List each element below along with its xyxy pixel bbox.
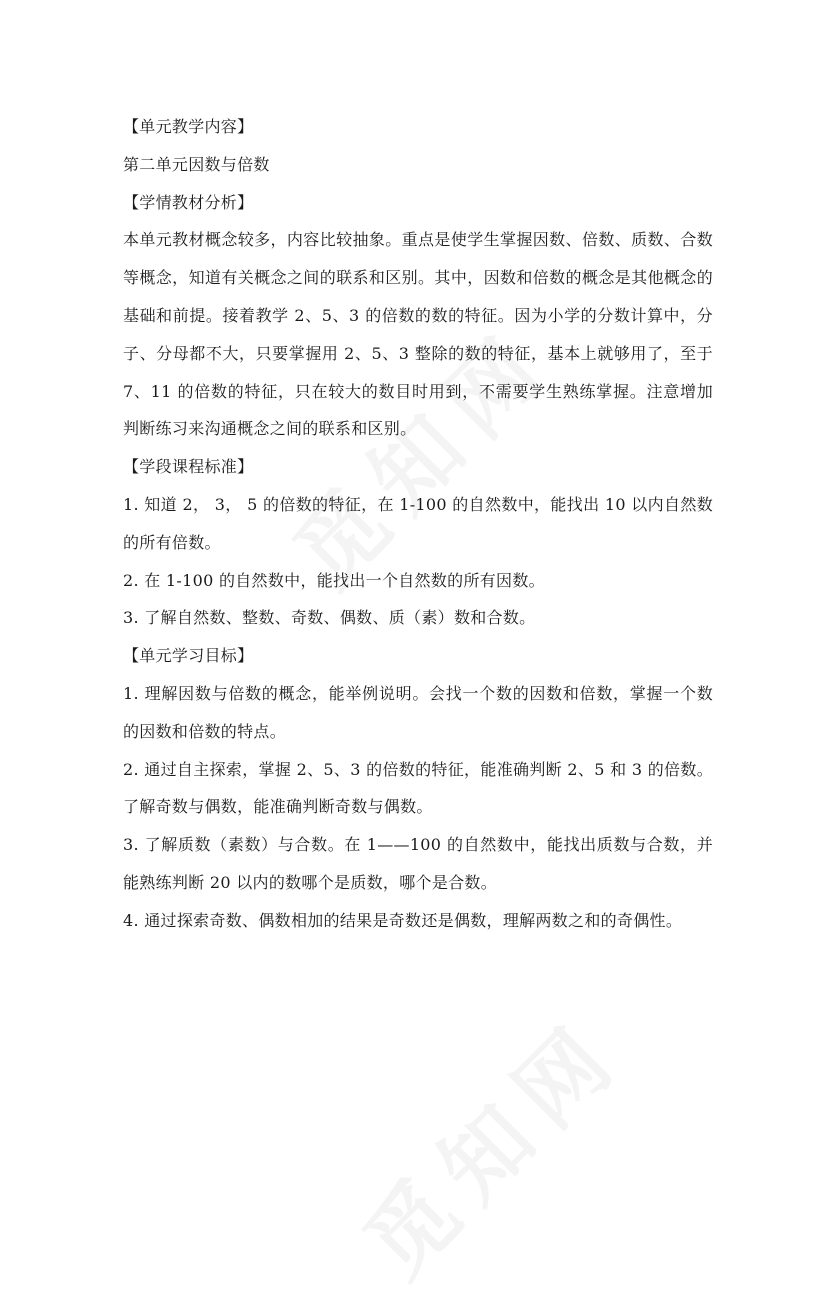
watermark-logo-bottom (332, 986, 646, 1300)
goal-item-2: 2. 通过自主探索，掌握 2、5、3 的倍数的特征，能准确判断 2、5 和 3 的倍数。了解奇数与偶数，能准确判断奇数与偶数。 (123, 759, 713, 817)
goal-item-3: 3. 了解质数（素数）与合数。在 1——100 的自然数中，能找出质数与合数，并能熟练判断 20 以内的数哪个是质数，哪个是合数。 (123, 835, 713, 892)
standard-item-3: 3. 了解自然数、整数、奇数、偶数、质（素）数和合数。 (123, 608, 536, 628)
document-body (123, 108, 713, 940)
section-heading-goals: 【单元学习目标】 (123, 646, 254, 666)
goal-item-4: 4. 通过探索奇数、偶数相加的结果是奇数还是偶数，理解两数之和的奇偶性。 (123, 910, 683, 930)
goal-item-1: 1. 理解因数与倍数的概念，能举例说明。会找一个数的因数和倍数，掌握一个数的因数和倍数的特点。 (123, 683, 713, 741)
section-heading-analysis: 【学情教材分析】 (123, 192, 254, 212)
standard-item-1: 1. 知道 2， 3， 5 的倍数的特征，在 1-100 的自然数中，能找出 10 以内自然数的所有倍数。 (123, 494, 713, 552)
unit-title: 第二单元因数与倍数 (123, 154, 270, 174)
section-heading-unit-content: 【单元教学内容】 (123, 117, 254, 136)
analysis-paragraph: 本单元教材概念较多，内容比较抽象。重点是使学生掌握因数、倍数、质数、合数等概念，知道有关概念之间的联系和区别。其中，因数和倍数的概念是其他概念的基础和前提。接着教学 2、5、3 的倍数的数的特征。因为小学的分数计算中，分子、分母都不大，只要掌握用 2、5、3 整除的数的特征，基本上就够用了，至于 7、11 的倍数的特征，只在较大的数目时用到，不需要学生熟练掌握。注意增加判断练习来沟通概念之间的联系和区别。 (123, 230, 713, 439)
section-heading-standards: 【学段课程标准】 (123, 457, 254, 477)
standard-item-2: 2. 在 1-100 的自然数中，能找出一个自然数的所有因数。 (123, 570, 545, 590)
